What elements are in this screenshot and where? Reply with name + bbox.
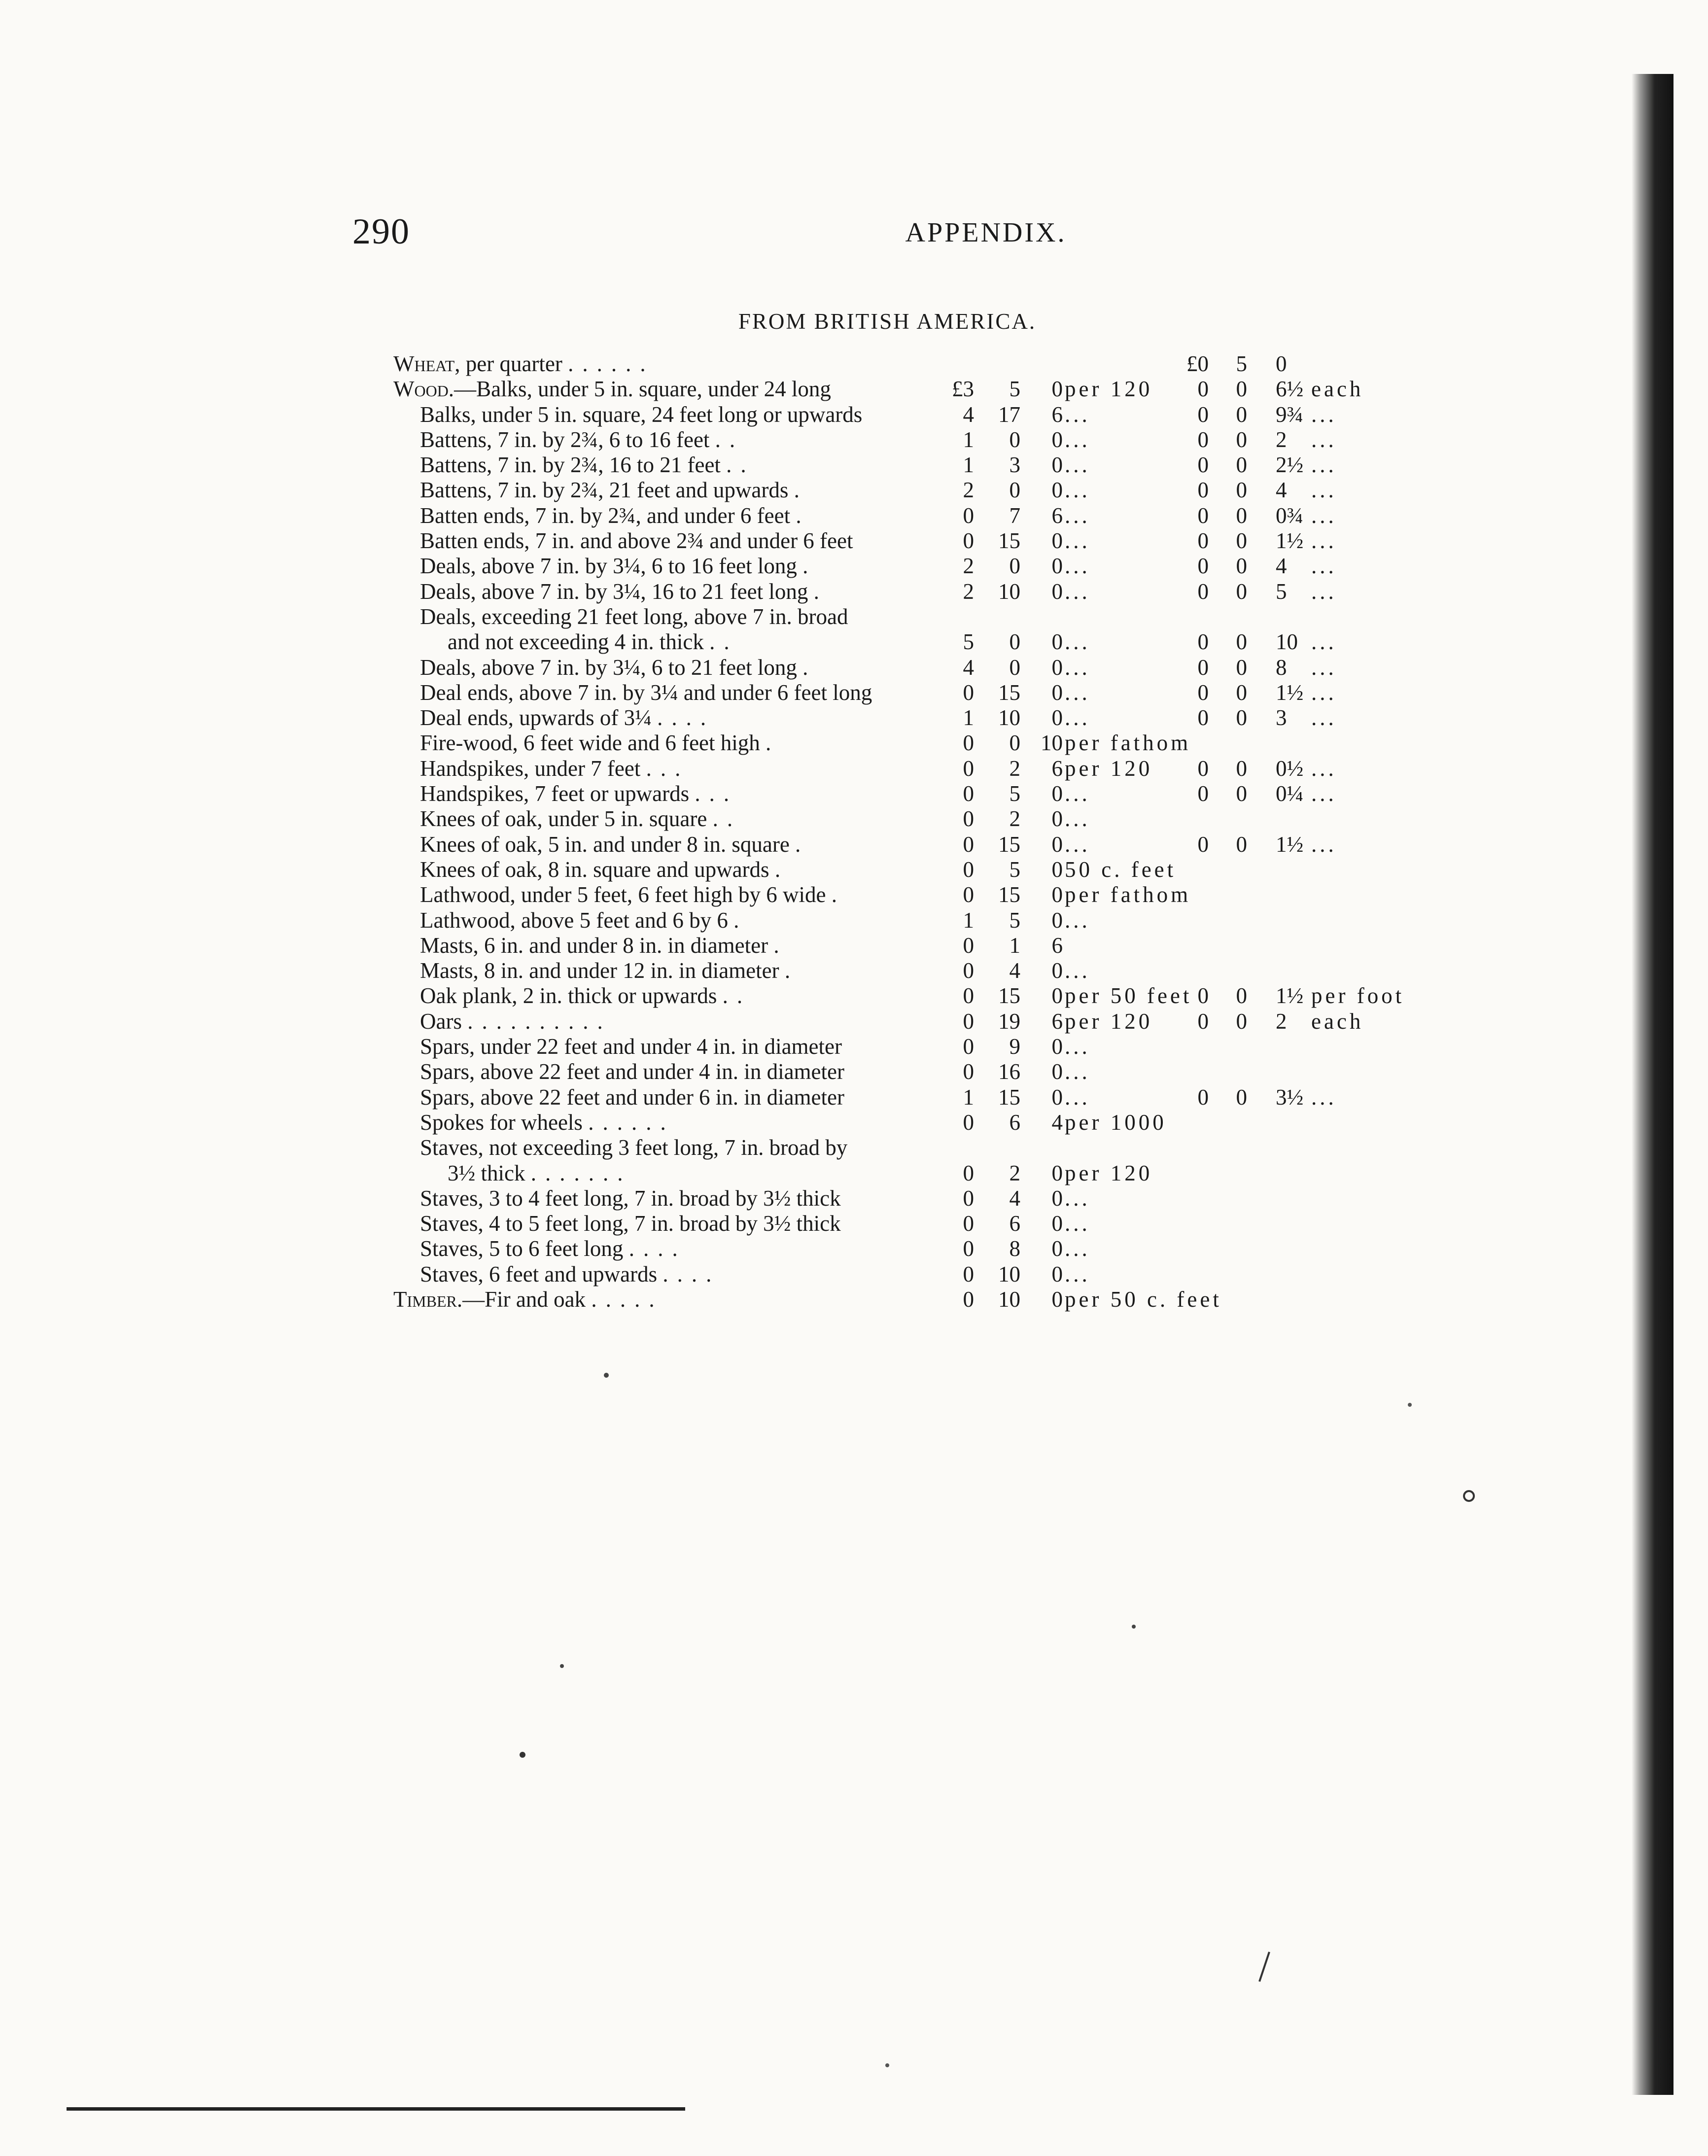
drawback-shillings: 0 (1236, 680, 1247, 705)
duty-shillings: 19 (998, 1008, 1020, 1034)
row-label-text: Spars, under 22 feet and under 4 in. in diameter (420, 1034, 842, 1059)
duty-pounds: 2 (963, 579, 974, 604)
duty-pence: 0 (1051, 983, 1063, 1008)
leader-dots: ..... (591, 1287, 663, 1312)
duty-unit: per 50 c. feet (1065, 1287, 1222, 1312)
leader-dots: . (831, 882, 846, 907)
row-label-text: Batten ends, 7 in. by 2¾, and under 6 feet (420, 503, 791, 528)
leader-dots: .. (712, 806, 742, 832)
duty-pounds: 0 (963, 781, 974, 806)
duty-unit: ... (1065, 680, 1090, 705)
duty-shillings: 10 (998, 1261, 1020, 1287)
row-label-text: Lathwood, under 5 feet, 6 feet high by 6 wide (420, 882, 826, 907)
duty-shillings: 0 (1009, 629, 1020, 655)
drawback-pence: 4 (1276, 478, 1287, 503)
leader-dots: ... (646, 756, 690, 781)
row-label-text: Staves, 4 to 5 feet long, 7 in. broad by 3½ thick (420, 1211, 841, 1236)
drawback-pence: 1½ (1276, 528, 1304, 554)
duty-pence: 0 (1051, 857, 1063, 882)
row-label-heading: Wheat, (393, 351, 460, 376)
duty-pounds: 2 (963, 554, 974, 579)
duty-pence: 0 (1051, 832, 1063, 857)
duty-pounds: 0 (963, 1110, 974, 1135)
duty-unit: ... (1065, 1211, 1090, 1236)
duty-unit: per 50 feet (1065, 983, 1192, 1008)
leader-dots: . (796, 503, 810, 528)
duty-shillings: 5 (1009, 377, 1020, 402)
drawback-unit: ... (1311, 554, 1337, 579)
drawback-shillings: 0 (1236, 629, 1247, 655)
duty-pence: 0 (1051, 579, 1063, 604)
row-label-text: Battens, 7 in. by 2¾, 16 to 21 feet (420, 452, 721, 478)
row-label-text: Oak plank, 2 in. thick or upwards (420, 983, 717, 1008)
leader-dots: .... (657, 705, 715, 730)
row-label-text: Battens, 7 in. by 2¾, 21 feet and upwards (420, 478, 789, 503)
duty-pounds: 1 (963, 427, 974, 452)
drawback-pence: 6½ (1276, 377, 1304, 402)
duty-shillings: 10 (998, 705, 1020, 730)
duty-unit: per 120 (1065, 1008, 1153, 1034)
duty-unit: ... (1065, 629, 1090, 655)
drawback-shillings: 0 (1236, 377, 1247, 402)
duty-pence: 0 (1051, 1160, 1063, 1185)
row-label-text: Knees of oak, under 5 in. square (420, 806, 707, 832)
leader-dots: .... (662, 1261, 721, 1287)
duty-unit: ... (1065, 579, 1090, 604)
duty-shillings: 7 (1009, 503, 1020, 528)
duty-pounds: 4 (963, 655, 974, 680)
drawback-pounds: 0 (1197, 554, 1209, 579)
drawback-pounds: 0 (1197, 983, 1209, 1008)
duty-unit: ... (1065, 806, 1090, 832)
duty-shillings: 3 (1009, 452, 1020, 478)
row-label-text: Deal ends, upwards of 3¼ (420, 705, 652, 730)
leader-dots: .... (628, 1236, 687, 1261)
drawback-pence: 1½ (1276, 832, 1304, 857)
duty-pounds: 5 (963, 629, 974, 655)
duty-shillings: 15 (998, 680, 1020, 705)
duty-shillings: 16 (998, 1059, 1020, 1084)
row-label-text: Deals, exceeding 21 feet long, above 7 in. broad (420, 604, 848, 629)
drawback-unit: ... (1311, 503, 1337, 528)
duty-pence: 0 (1051, 655, 1063, 680)
duty-unit: ... (1065, 554, 1090, 579)
duty-shillings: 0 (1009, 554, 1020, 579)
leader-dots: . (802, 655, 817, 680)
duty-pounds: 0 (963, 756, 974, 781)
drawback-shillings: 0 (1236, 781, 1247, 806)
duty-pounds: 0 (963, 1034, 974, 1059)
drawback-pounds: 0 (1197, 781, 1209, 806)
duty-unit: ... (1065, 528, 1090, 554)
drawback-pounds: 0 (1197, 478, 1209, 503)
duty-unit: ... (1065, 402, 1090, 427)
drawback-pounds: 0 (1197, 427, 1209, 452)
duty-shillings: 15 (998, 832, 1020, 857)
drawback-pounds: 0 (1197, 503, 1209, 528)
drawback-pounds: 0 (1197, 452, 1209, 478)
duty-pounds: 0 (963, 503, 974, 528)
leader-dots: .. (726, 452, 755, 478)
duty-pounds: 1 (963, 1084, 974, 1110)
row-label-text: Batten ends, 7 in. and above 2¾ and under 6 feet (420, 528, 853, 554)
duty-unit: per fathom (1065, 882, 1191, 907)
duty-shillings: 15 (998, 528, 1020, 554)
duty-shillings: 5 (1009, 857, 1020, 882)
row-label-text: Oars (420, 1008, 462, 1034)
leader-dots: . (802, 554, 817, 579)
drawback-pounds: 0 (1197, 680, 1209, 705)
drawback-unit: ... (1311, 680, 1337, 705)
duty-shillings: 17 (998, 402, 1020, 427)
duty-shillings: 10 (998, 579, 1020, 604)
duty-unit: ... (1065, 427, 1090, 452)
duty-pence: 0 (1051, 478, 1063, 503)
leader-dots: . (794, 478, 808, 503)
duty-pounds: 0 (963, 1008, 974, 1034)
duty-pounds: 0 (963, 1185, 974, 1211)
drawback-shillings: 0 (1236, 427, 1247, 452)
drawback-pounds: 0 (1197, 655, 1209, 680)
leader-dots: .. (715, 427, 744, 452)
duty-unit: ... (1065, 503, 1090, 528)
row-label-text: Masts, 6 in. and under 8 in. in diameter (420, 933, 768, 958)
drawback-unit: ... (1311, 478, 1337, 503)
drawback-pence: 0¼ (1276, 781, 1304, 806)
leader-dots: . (773, 933, 788, 958)
duty-unit: ... (1065, 1084, 1090, 1110)
drawback-shillings: 0 (1236, 528, 1247, 554)
duty-pence: 0 (1051, 680, 1063, 705)
duty-pounds: 0 (963, 857, 974, 882)
drawback-unit: per foot (1311, 983, 1405, 1008)
row-label-text: Battens, 7 in. by 2¾, 6 to 16 feet (420, 427, 710, 452)
duty-pence: 0 (1051, 1211, 1063, 1236)
duty-shillings: 0 (1009, 427, 1020, 452)
drawback-unit: ... (1311, 756, 1337, 781)
drawback-pence: 0¾ (1276, 503, 1304, 528)
drawback-pence: 1½ (1276, 680, 1304, 705)
duty-pounds: 1 (963, 907, 974, 933)
leader-dots: . (784, 958, 800, 983)
row-label-text: Lathwood, above 5 feet and 6 by 6 (420, 907, 728, 933)
duty-unit: ... (1065, 478, 1090, 503)
duty-pence: 6 (1051, 756, 1063, 781)
duty-unit: ... (1065, 1261, 1090, 1287)
row-label-text: Masts, 8 in. and under 12 in. in diameter (420, 958, 779, 983)
drawback-unit: ... (1311, 579, 1337, 604)
drawback-unit: ... (1311, 655, 1337, 680)
leader-dots: .. (722, 983, 752, 1008)
leader-dots: ...... (588, 1110, 675, 1135)
duty-pounds: 0 (963, 1059, 974, 1084)
drawback-shillings: 0 (1236, 503, 1247, 528)
drawback-unit: ... (1311, 705, 1337, 730)
drawback-shillings: 0 (1236, 1008, 1247, 1034)
duty-pence: 0 (1051, 452, 1063, 478)
running-head: APPENDIX. (905, 217, 1067, 248)
duty-pence: 6 (1051, 933, 1063, 958)
duty-pence: 0 (1051, 1034, 1063, 1059)
drawback-pence: 10 (1276, 629, 1298, 655)
duty-unit: ... (1065, 1059, 1090, 1084)
duty-pence: 6 (1051, 402, 1063, 427)
drawback-pence: 9¾ (1276, 402, 1304, 427)
duty-pence: 6 (1051, 1008, 1063, 1034)
drawback-pence: 2 (1276, 1008, 1287, 1034)
drawback-unit: each (1311, 1008, 1364, 1034)
duty-unit: ... (1065, 907, 1090, 933)
duty-unit: ... (1065, 781, 1090, 806)
drawback-pounds: 0 (1197, 1008, 1209, 1034)
drawback-pounds: 0 (1197, 629, 1209, 655)
duty-shillings: 2 (1009, 806, 1020, 832)
drawback-shillings: 0 (1236, 452, 1247, 478)
duty-unit: ... (1065, 655, 1090, 680)
row-label-text: per quarter (460, 351, 562, 376)
duty-pounds: 0 (963, 1211, 974, 1236)
row-label-text: Deals, above 7 in. by 3¼, 6 to 16 feet long (420, 554, 797, 579)
drawback-pence: 5 (1276, 579, 1287, 604)
duty-shillings: 5 (1009, 907, 1020, 933)
duty-pence: 4 (1051, 1110, 1063, 1135)
drawback-shillings: 0 (1236, 705, 1247, 730)
duty-pence: 0 (1051, 781, 1063, 806)
duty-pounds: 0 (963, 983, 974, 1008)
duty-pence: 0 (1051, 705, 1063, 730)
drawback-pounds: 0 (1197, 402, 1209, 427)
duty-pounds: 0 (963, 832, 974, 857)
duty-pounds: 0 (963, 528, 974, 554)
row-label-text: Deal ends, above 7 in. by 3¼ and under 6 feet long (420, 680, 872, 705)
leader-dots: ....... (530, 1160, 632, 1185)
duty-unit: per 120 (1065, 1160, 1153, 1185)
row-label-text: Knees of oak, 5 in. and under 8 in. square (420, 832, 790, 857)
leader-dots: . (813, 579, 828, 604)
duty-pence: 0 (1051, 1287, 1063, 1312)
duty-unit: ... (1065, 832, 1090, 857)
drawback-pounds: 0 (1197, 705, 1209, 730)
duty-pence: 0 (1051, 1261, 1063, 1287)
row-label-text: —Balks, under 5 in. square, under 24 long (454, 377, 831, 402)
duty-shillings: 5 (1009, 781, 1020, 806)
row-label-heading: Timber. (393, 1287, 463, 1312)
leader-dots: .. (709, 629, 738, 655)
duty-shillings: 6 (1009, 1110, 1020, 1135)
duty-shillings: 10 (998, 1287, 1020, 1312)
drawback-shillings: 5 (1236, 351, 1247, 376)
duty-pounds: 0 (963, 958, 974, 983)
drawback-shillings: 0 (1236, 1084, 1247, 1110)
drawback-pence: 0½ (1276, 756, 1304, 781)
drawback-shillings: 0 (1236, 832, 1247, 857)
duty-pence: 10 (1041, 730, 1063, 756)
drawback-pounds: 0 (1197, 756, 1209, 781)
drawback-shillings: 0 (1236, 579, 1247, 604)
drawback-pence: 2½ (1276, 452, 1304, 478)
row-label-text: Staves, not exceeding 3 feet long, 7 in. broad by (420, 1135, 848, 1160)
row-label-text: Spars, above 22 feet and under 4 in. in diameter (420, 1059, 844, 1084)
duty-shillings: 15 (998, 983, 1020, 1008)
drawback-pounds: £0 (1186, 351, 1209, 376)
drawback-unit: ... (1311, 528, 1337, 554)
duty-unit: ... (1065, 1185, 1090, 1211)
row-label-text: Spokes for wheels (420, 1110, 583, 1135)
duty-unit: per 1000 (1065, 1110, 1167, 1135)
duty-shillings: 8 (1009, 1236, 1020, 1261)
drawback-shillings: 0 (1236, 983, 1247, 1008)
drawback-pence: 3 (1276, 705, 1287, 730)
duty-pounds: 0 (963, 1261, 974, 1287)
duty-shillings: 0 (1009, 730, 1020, 756)
duty-unit: ... (1065, 958, 1090, 983)
leader-dots: . (795, 832, 810, 857)
duty-unit: per 120 (1065, 377, 1153, 402)
duty-pence: 0 (1051, 528, 1063, 554)
row-label-text: and not exceeding 4 in. thick (448, 629, 704, 655)
duty-shillings: 4 (1009, 1185, 1020, 1211)
row-label-text: Handspikes, 7 feet or upwards (420, 781, 690, 806)
duty-pence: 0 (1051, 377, 1063, 402)
duty-pence: 0 (1051, 907, 1063, 933)
row-label-text: Staves, 6 feet and upwards (420, 1261, 658, 1287)
row-label-text: Balks, under 5 in. square, 24 feet long or upwards (420, 402, 863, 427)
duty-unit: per fathom (1065, 730, 1191, 756)
drawback-pounds: 0 (1197, 832, 1209, 857)
duty-pounds: 0 (963, 1287, 974, 1312)
drawback-shillings: 0 (1236, 478, 1247, 503)
duty-shillings: 15 (998, 1084, 1020, 1110)
drawback-shillings: 0 (1236, 554, 1247, 579)
row-label-text: Handspikes, under 7 feet (420, 756, 641, 781)
duty-unit: ... (1065, 452, 1090, 478)
row-label-heading: Wood. (393, 377, 454, 402)
drawback-pence: 1½ (1276, 983, 1304, 1008)
duty-pounds: 0 (963, 680, 974, 705)
duty-pence: 0 (1051, 629, 1063, 655)
duty-shillings: 1 (1009, 933, 1020, 958)
drawback-shillings: 0 (1236, 756, 1247, 781)
duty-unit: 50 c. feet (1065, 857, 1177, 882)
row-label-text: Staves, 3 to 4 feet long, 7 in. broad by 3½ thick (420, 1185, 841, 1211)
duty-shillings: 4 (1009, 958, 1020, 983)
duty-pounds: £3 (952, 377, 974, 402)
row-label-text: Staves, 5 to 6 feet long (420, 1236, 624, 1261)
drawback-pounds: 0 (1197, 377, 1209, 402)
duty-pence: 0 (1051, 1236, 1063, 1261)
duty-pence: 0 (1051, 1059, 1063, 1084)
row-label-text: —Fir and oak (462, 1287, 586, 1312)
row-label-text: Deals, above 7 in. by 3¼, 6 to 21 feet long (420, 655, 797, 680)
duty-pounds: 0 (963, 730, 974, 756)
drawback-shillings: 0 (1236, 655, 1247, 680)
drawback-unit: ... (1311, 781, 1337, 806)
leader-dots: . (766, 730, 780, 756)
row-label-text: Spars, above 22 feet and under 6 in. in diameter (420, 1084, 844, 1110)
duty-unit: ... (1065, 1236, 1090, 1261)
drawback-unit: ... (1311, 452, 1337, 478)
row-label-text: Fire-wood, 6 feet wide and 6 feet high (420, 730, 760, 756)
leader-dots: .......... (467, 1008, 612, 1034)
drawback-pounds: 0 (1197, 579, 1209, 604)
duty-shillings: 0 (1009, 655, 1020, 680)
drawback-unit: ... (1311, 832, 1337, 857)
duty-pounds: 0 (963, 1236, 974, 1261)
leader-dots: . (774, 857, 790, 882)
duty-pounds: 0 (963, 806, 974, 832)
duty-shillings: 0 (1009, 478, 1020, 503)
drawback-pounds: 0 (1197, 528, 1209, 554)
drawback-shillings: 0 (1236, 402, 1247, 427)
duty-unit: ... (1065, 1034, 1090, 1059)
drawback-unit: ... (1311, 427, 1337, 452)
row-label-text: Deals, above 7 in. by 3¼, 16 to 21 feet long (420, 579, 808, 604)
drawback-pence: 8 (1276, 655, 1287, 680)
duty-pence: 6 (1051, 503, 1063, 528)
duty-shillings: 9 (1009, 1034, 1020, 1059)
duty-shillings: 15 (998, 882, 1020, 907)
duty-pounds: 4 (963, 402, 974, 427)
drawback-pence: 0 (1276, 351, 1287, 376)
drawback-pence: 3½ (1276, 1084, 1304, 1110)
leader-dots: ...... (568, 351, 655, 376)
leader-dots: ... (695, 781, 738, 806)
duty-pence: 0 (1051, 1084, 1063, 1110)
drawback-unit: ... (1311, 629, 1337, 655)
duty-pence: 0 (1051, 806, 1063, 832)
duty-pounds: 0 (963, 933, 974, 958)
drawback-pounds: 0 (1197, 1084, 1209, 1110)
duty-pounds: 1 (963, 452, 974, 478)
duty-pounds: 2 (963, 478, 974, 503)
duty-pounds: 1 (963, 705, 974, 730)
duty-pence: 0 (1051, 958, 1063, 983)
drawback-unit: ... (1311, 402, 1337, 427)
page-number: 290 (352, 211, 410, 252)
duty-pence: 0 (1051, 1185, 1063, 1211)
leader-dots: . (733, 907, 748, 933)
duty-pounds: 0 (963, 882, 974, 907)
row-label-text: 3½ thick (448, 1160, 525, 1185)
duty-pence: 0 (1051, 554, 1063, 579)
row-label-text: Knees of oak, 8 in. square and upwards (420, 857, 769, 882)
duty-shillings: 2 (1009, 1160, 1020, 1185)
duty-unit: per 120 (1065, 756, 1153, 781)
drawback-pence: 2 (1276, 427, 1287, 452)
duty-shillings: 2 (1009, 756, 1020, 781)
drawback-unit: each (1311, 377, 1364, 402)
duty-pounds: 0 (963, 1160, 974, 1185)
duty-shillings: 6 (1009, 1211, 1020, 1236)
drawback-pence: 4 (1276, 554, 1287, 579)
drawback-unit: ... (1311, 1084, 1337, 1110)
duty-pence: 0 (1051, 427, 1063, 452)
section-title: FROM BRITISH AMERICA. (738, 309, 1037, 334)
duty-unit: ... (1065, 705, 1090, 730)
duty-pence: 0 (1051, 882, 1063, 907)
